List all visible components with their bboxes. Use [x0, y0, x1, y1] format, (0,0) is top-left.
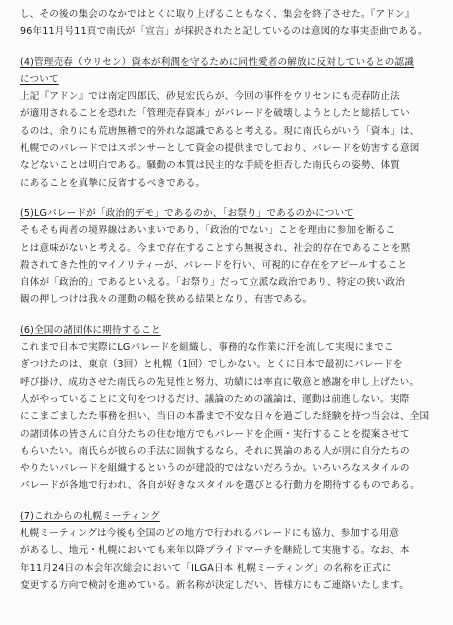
text-line: もらいたい。南氏らが彼らの手法に固執するなら、それに異論のある人が別に自分たちの	[20, 445, 410, 457]
text-line: 自体が「政治的」であるといえる。「お祭り」だって立派な政治であり、特定の狭い政治	[20, 277, 405, 289]
text-line: の諸団体の皆さんに自分たちの住む地方でもパレードを企画・実行することを提案させて	[20, 428, 410, 440]
section-6	[20, 322, 435, 495]
section-4	[20, 54, 435, 192]
text-line: し、その後の集会のなかではとくに取り上げることもなく、集会を終了させた。『アドン』	[20, 9, 415, 20]
text-line: 札幌でのパレードではスポンサーとして資金の提供までしており、パレードを妨害する意図	[20, 143, 420, 155]
section-heading: (4)管理売春（ウリセン）資本が利潤を守るために同性愛者の解放に反対しているとの認識	[20, 56, 414, 68]
text-line: これまで日本で実際にLGパレードを組織し、事務的な作業に汗を流して実現にまでこ	[20, 342, 394, 354]
text-line: があるし、地元・札幌においても来年以降プライドマーチを継続して実施する。なお、本	[20, 545, 410, 557]
text-line: 変更する方向で検討を進めている。新名称が決定しだい、皆様方にもご連絡いたします。	[20, 579, 409, 591]
text-line: にこまごましたた事務を担い、当日の本番まで不安な日々を過ごした経験を持つ当会は、全国	[20, 411, 430, 423]
text-line: そもそも両者の境界線はあいまいであり、「政治的でない」ことを理由に参加を断るこ	[20, 225, 396, 237]
intro-paragraph	[20, 6, 435, 41]
section-heading: について	[20, 73, 59, 85]
text-line: 殺されてきた性的マイノリティーが、パレードを行い、可視的に存在をアピールすること	[20, 259, 408, 271]
text-line: 札幌ミーティングは今後も全国のどの地方で行われるパレードにも協力、参加する用意	[20, 528, 400, 540]
text-line: 年11月24日の本会年次総会において「ILGA日本 札幌ミーティング」の名称を正式に	[20, 562, 392, 574]
text-line: るのは、余りにも荒唐無稽で的外れな認識であると考える。現に南氏らがいう「資本」は、	[20, 125, 420, 137]
text-line: 96年11月号11頁で南氏が「宣言」が採択されたと記しているのは意図的な事実歪曲である。	[20, 26, 428, 38]
text-line: 人がやっていることに文句をつけるだけ、議論のための議論は、運動は前進しない。実際	[20, 393, 410, 405]
text-line: 呼び掛け、成功させた南氏らの先見性と努力、功績には率直に敬意と感謝を申し上げたい。	[20, 376, 420, 388]
text-line: とは意味がないと考える。今まで存在することすら無視され、社会的存在であることを黙	[20, 242, 411, 254]
text-line: パレードが各地で行われ、各自が好きなスタイルを選びとる行動力を期待するものである。	[20, 480, 420, 492]
text-line: 上記『アドン』では南定四郎氏、砂見宏氏らが、今回の事件をウリセンにも売春防止法	[20, 91, 400, 103]
section-heading: (5)LGパレードが「政治的デモ」であるのか、「お祭り」であるのかについて	[20, 207, 354, 219]
text-line: にあることを真摯に反省するべきである。	[20, 177, 206, 189]
text-line: ぎつけたのは、東京（3回）と札幌（1回）でしかない。とくに日本で最初にパレードを	[20, 359, 403, 371]
text-line: などないことは明白である。騒動の本質は民主的な手続を拒否した南氏らの姿勢、体質	[20, 160, 401, 172]
text-line: が適用されることを恐れた「管理売春資本」がパレードを破壊しようとしたと総括してい	[20, 108, 410, 120]
text-line: 観の押しつけは我々の運動の幅を狭める結果となり、有害である。	[20, 294, 313, 306]
section-heading: (6)全国の諸団体に期待すること	[20, 324, 161, 336]
section-7	[20, 508, 435, 594]
section-heading: (7)これからの札幌ミーティング	[20, 510, 160, 522]
section-5	[20, 205, 435, 309]
text-line: やりたいパレードを組織するというのが建設的ではないだろうか。いろいろなスタイルの	[20, 463, 410, 475]
